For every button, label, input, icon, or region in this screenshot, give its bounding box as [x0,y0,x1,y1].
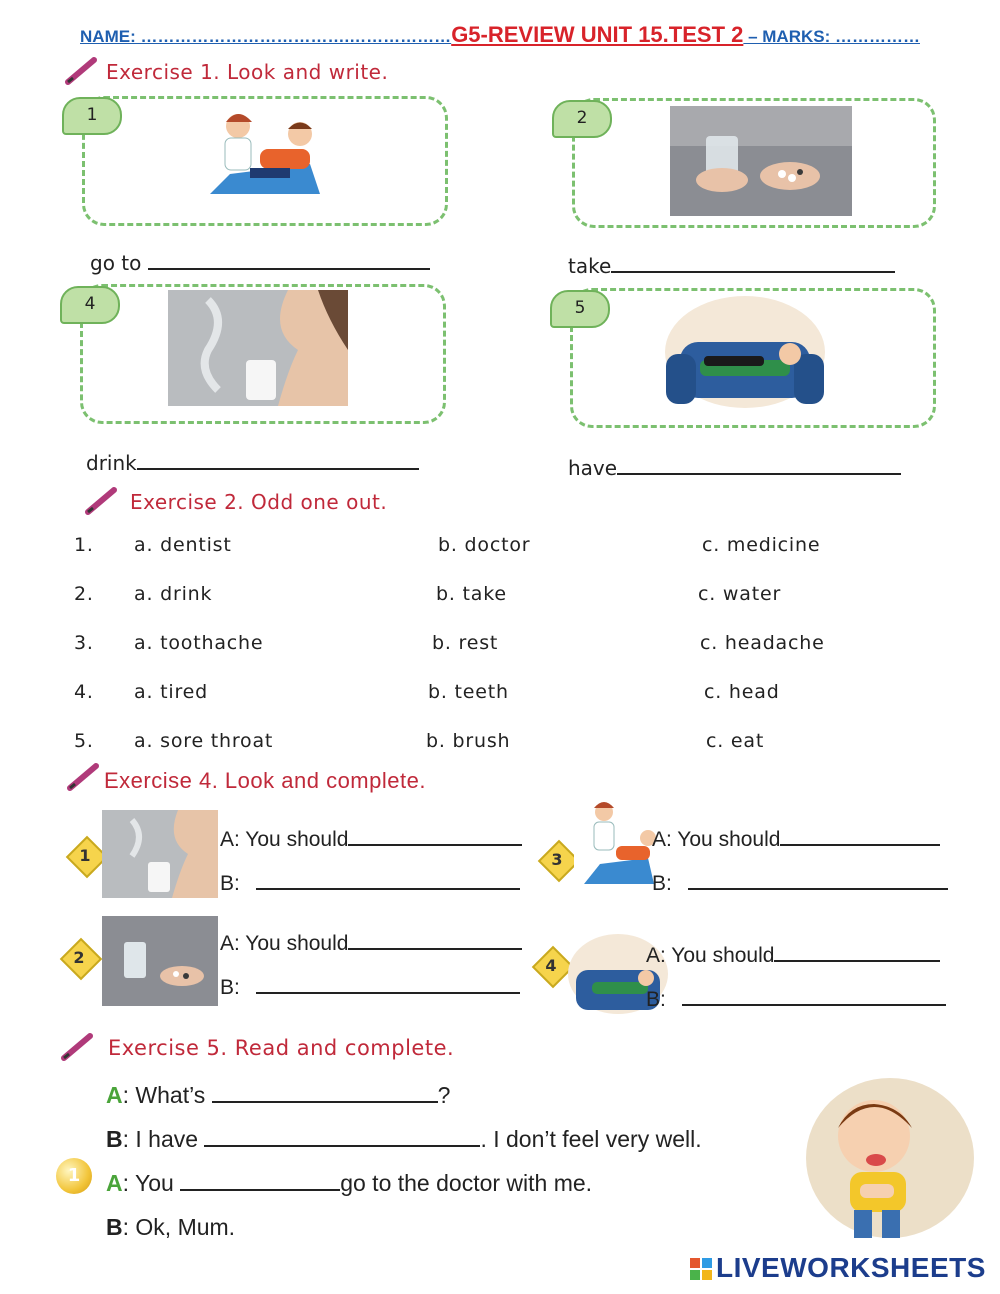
ex4-item-3-line-b: B: [652,870,948,896]
ex4-drinking-tea-photo [102,810,218,898]
stomachache-boy-illustration [780,1076,980,1246]
odd-option-a: a. drink [134,583,213,605]
ex5-line-2: B: I have . I don’t feel very well. [106,1126,702,1152]
ex4-item-4-line-b: B: [646,986,946,1012]
odd-option-a: a. tired [134,681,208,703]
ex4-item-4-line-a: A: You should [646,942,940,968]
ex1-prompt-4: drink [86,450,419,475]
ex4-badge-1-number: 1 [79,846,91,865]
odd-option-a: a. toothache [134,632,264,654]
ex5-item-badge: 1 [56,1158,92,1194]
pen-icon [64,56,100,86]
ex1-number-badge-1: 1 [62,97,122,135]
dentist-illustration [190,104,340,204]
odd-option-b: b. doctor [438,534,531,556]
ex4-medicine-photo [102,916,218,1006]
ex4-badge-4-number: 4 [545,956,557,975]
odd-row-number: 1. [74,534,94,556]
name-field-label: NAME: ……………………………….……………… [80,27,452,46]
odd-row-number: 5. [74,730,94,752]
exercise4-title: Exercise 4. Look and complete. [104,768,426,793]
ex1-prompt-1: go to [90,250,430,275]
pen-icon [84,486,120,516]
drinking-tea-photo [168,290,348,406]
page-header [0,22,1000,48]
worksheet-title: G5-REVIEW UNIT 15.TEST 2 [451,22,744,47]
ex4-dentist-illustration [574,794,664,890]
ex1-prompt-5: have [568,455,901,480]
ex4-item-3-line-a: A: You should [652,826,940,852]
odd-option-b: b. take [436,583,507,605]
pen-icon [66,762,102,792]
ex4-item-1-line-b: B: [220,870,520,896]
odd-option-c: c. eat [706,730,765,752]
exercise2-title: Exercise 2. Odd one out. [130,490,388,514]
ex5-line-4: B: Ok, Mum. [106,1214,236,1240]
ex4-item-2-line-b: B: [220,974,520,1000]
odd-row-number: 3. [74,632,94,654]
odd-option-c: c. water [698,583,782,605]
liveworksheets-logo-text: LIVEWORKSHEETS [716,1252,986,1283]
pen-icon [60,1032,96,1062]
medicine-photo [670,106,852,216]
liveworksheets-logo-icon [690,1258,712,1282]
ex1-prompt-2: take [568,253,895,278]
exercise5-title: Exercise 5. Read and complete. [108,1036,455,1060]
odd-row-number: 4. [74,681,94,703]
odd-option-c: c. medicine [702,534,821,556]
exercise1-title: Exercise 1. Look and write. [106,60,389,84]
resting-on-sofa-illustration [660,292,830,418]
odd-option-a: a. dentist [134,534,232,556]
odd-option-a: a. sore throat [134,730,274,752]
ex4-badge-2-number: 2 [73,948,85,967]
marks-field-label: – MARKS: …………… [743,27,920,46]
odd-option-c: c. head [704,681,780,703]
ex5-line-1: A: What’s ? [106,1082,451,1108]
odd-option-b: b. rest [432,632,499,654]
odd-row-number: 2. [74,583,94,605]
ex5-line-3: A: You go to the doctor with me. [106,1170,593,1196]
ex4-badge-3-number: 3 [551,850,563,869]
ex4-item-1-line-a: A: You should [220,826,522,852]
odd-option-b: b. brush [426,730,511,752]
ex1-number-badge-5: 5 [550,290,610,328]
ex1-number-badge-4: 4 [60,286,120,324]
odd-option-c: c. headache [700,632,825,654]
odd-option-b: b. teeth [428,681,509,703]
ex4-item-2-line-a: A: You should [220,930,522,956]
ex1-number-badge-2: 2 [552,100,612,138]
